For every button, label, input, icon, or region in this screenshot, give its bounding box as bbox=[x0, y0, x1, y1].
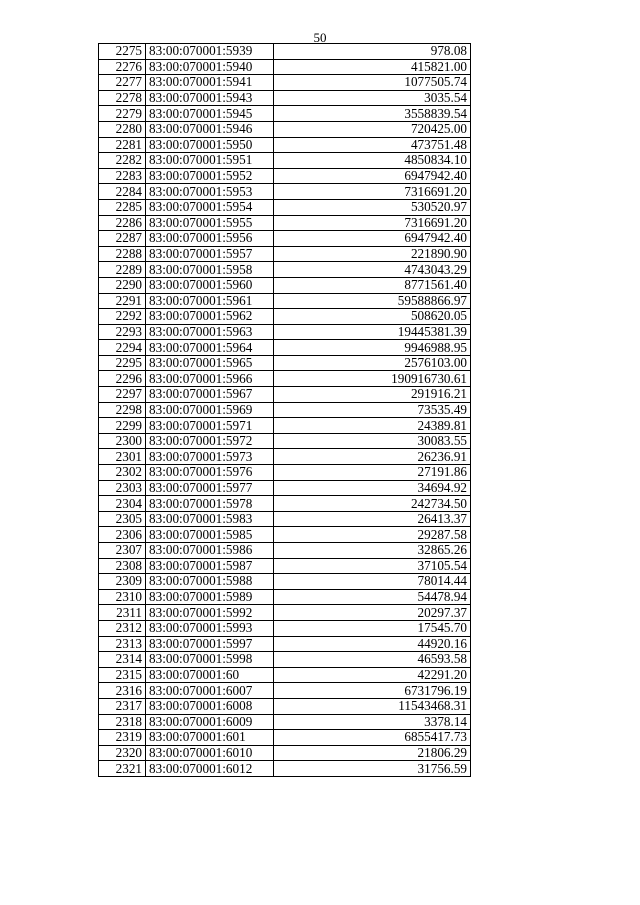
cadastral-number-cell: 83:00:070001:5986 bbox=[146, 543, 274, 559]
cadastral-number-cell: 83:00:070001:5961 bbox=[146, 293, 274, 309]
row-number-cell: 2320 bbox=[99, 745, 146, 761]
cadastral-value-cell: 37105.54 bbox=[274, 558, 471, 574]
table-row bbox=[99, 153, 471, 169]
row-number-cell: 2298 bbox=[99, 402, 146, 418]
cadastral-value-cell: 29287.58 bbox=[274, 527, 471, 543]
row-number-cell: 2316 bbox=[99, 683, 146, 699]
row-number-cell: 2289 bbox=[99, 262, 146, 278]
cadastral-number-cell: 83:00:070001:5971 bbox=[146, 418, 274, 434]
row-number-cell: 2281 bbox=[99, 137, 146, 153]
row-number-cell: 2296 bbox=[99, 371, 146, 387]
row-number-cell: 2278 bbox=[99, 90, 146, 106]
cadastral-value-cell: 720425.00 bbox=[274, 121, 471, 137]
cadastral-value-cell: 24389.81 bbox=[274, 418, 471, 434]
row-number-cell: 2280 bbox=[99, 121, 146, 137]
table-row bbox=[99, 449, 471, 465]
cadastral-value-cell: 3558839.54 bbox=[274, 106, 471, 122]
row-number-cell: 2288 bbox=[99, 246, 146, 262]
cadastral-number-cell: 83:00:070001:5988 bbox=[146, 574, 274, 590]
cadastral-number-cell: 83:00:070001:5997 bbox=[146, 636, 274, 652]
table-row bbox=[99, 605, 471, 621]
row-number-cell: 2290 bbox=[99, 277, 146, 293]
table-row bbox=[99, 418, 471, 434]
row-number-cell: 2317 bbox=[99, 698, 146, 714]
row-number-cell: 2307 bbox=[99, 543, 146, 559]
table-row bbox=[99, 761, 471, 777]
cadastral-number-cell: 83:00:070001:6010 bbox=[146, 745, 274, 761]
row-number-cell: 2277 bbox=[99, 75, 146, 91]
cadastral-value-cell: 78014.44 bbox=[274, 574, 471, 590]
cadastral-number-cell: 83:00:070001:5972 bbox=[146, 433, 274, 449]
cadastral-number-cell: 83:00:070001:5956 bbox=[146, 231, 274, 247]
cadastral-value-cell: 190916730.61 bbox=[274, 371, 471, 387]
row-number-cell: 2284 bbox=[99, 184, 146, 200]
cadastral-value-cell: 8771561.40 bbox=[274, 277, 471, 293]
cadastral-value-cell: 530520.97 bbox=[274, 199, 471, 215]
row-number-cell: 2304 bbox=[99, 496, 146, 512]
row-number-cell: 2285 bbox=[99, 199, 146, 215]
cadastral-number-cell: 83:00:070001:6009 bbox=[146, 714, 274, 730]
cadastral-value-cell: 44920.16 bbox=[274, 636, 471, 652]
cadastral-number-cell: 83:00:070001:5950 bbox=[146, 137, 274, 153]
row-number-cell: 2313 bbox=[99, 636, 146, 652]
row-number-cell: 2310 bbox=[99, 589, 146, 605]
cadastral-value-cell: 473751.48 bbox=[274, 137, 471, 153]
cadastral-number-cell: 83:00:070001:5939 bbox=[146, 44, 274, 60]
cadastral-number-cell: 83:00:070001:5989 bbox=[146, 589, 274, 605]
cadastral-number-cell: 83:00:070001:5983 bbox=[146, 511, 274, 527]
cadastral-number-cell: 83:00:070001:5952 bbox=[146, 168, 274, 184]
row-number-cell: 2279 bbox=[99, 106, 146, 122]
cadastral-number-cell: 83:00:070001:5945 bbox=[146, 106, 274, 122]
cadastral-value-cell: 19445381.39 bbox=[274, 324, 471, 340]
cadastral-value-cell: 3035.54 bbox=[274, 90, 471, 106]
cadastral-value-cell: 34694.92 bbox=[274, 480, 471, 496]
table-row bbox=[99, 387, 471, 403]
table-row bbox=[99, 745, 471, 761]
cadastral-number-cell: 83:00:070001:5992 bbox=[146, 605, 274, 621]
table-row bbox=[99, 527, 471, 543]
cadastral-value-cell: 6947942.40 bbox=[274, 168, 471, 184]
cadastral-number-cell: 83:00:070001:5985 bbox=[146, 527, 274, 543]
table-row bbox=[99, 262, 471, 278]
cadastral-value-cell: 7316691.20 bbox=[274, 215, 471, 231]
table-row bbox=[99, 402, 471, 418]
cadastral-value-cell: 4743043.29 bbox=[274, 262, 471, 278]
table-row bbox=[99, 558, 471, 574]
cadastral-number-cell: 83:00:070001:5960 bbox=[146, 277, 274, 293]
cadastral-value-cell: 31756.59 bbox=[274, 761, 471, 777]
cadastral-value-cell: 508620.05 bbox=[274, 309, 471, 325]
cadastral-number-cell: 83:00:070001:6007 bbox=[146, 683, 274, 699]
cadastral-number-cell: 83:00:070001:5987 bbox=[146, 558, 274, 574]
row-number-cell: 2286 bbox=[99, 215, 146, 231]
cadastral-value-cell: 6855417.73 bbox=[274, 730, 471, 746]
table-row bbox=[99, 730, 471, 746]
cadastral-value-cell: 42291.20 bbox=[274, 667, 471, 683]
table-row bbox=[99, 480, 471, 496]
row-number-cell: 2312 bbox=[99, 620, 146, 636]
cadastral-number-cell: 83:00:070001:5977 bbox=[146, 480, 274, 496]
cadastral-number-cell: 83:00:070001:5978 bbox=[146, 496, 274, 512]
table-row bbox=[99, 184, 471, 200]
row-number-cell: 2318 bbox=[99, 714, 146, 730]
cadastral-number-cell: 83:00:070001:5957 bbox=[146, 246, 274, 262]
page-number: 50 bbox=[313, 30, 327, 45]
table-row bbox=[99, 652, 471, 668]
cadastral-number-cell: 83:00:070001:5955 bbox=[146, 215, 274, 231]
table-row bbox=[99, 231, 471, 247]
table-row bbox=[99, 589, 471, 605]
cadastral-value-cell: 73535.49 bbox=[274, 402, 471, 418]
table-row bbox=[99, 636, 471, 652]
row-number-cell: 2294 bbox=[99, 340, 146, 356]
table-row bbox=[99, 355, 471, 371]
row-number-cell: 2293 bbox=[99, 324, 146, 340]
row-number-cell: 2311 bbox=[99, 605, 146, 621]
cadastral-value-table bbox=[98, 43, 471, 777]
table-row bbox=[99, 620, 471, 636]
table-row bbox=[99, 324, 471, 340]
cadastral-value-cell: 17545.70 bbox=[274, 620, 471, 636]
cadastral-value-cell: 26413.37 bbox=[274, 511, 471, 527]
cadastral-value-cell: 11543468.31 bbox=[274, 698, 471, 714]
cadastral-value-cell: 59588866.97 bbox=[274, 293, 471, 309]
table-row bbox=[99, 215, 471, 231]
table-row bbox=[99, 714, 471, 730]
cadastral-number-cell: 83:00:070001:6012 bbox=[146, 761, 274, 777]
cadastral-number-cell: 83:00:070001:5941 bbox=[146, 75, 274, 91]
row-number-cell: 2291 bbox=[99, 293, 146, 309]
table-row bbox=[99, 44, 471, 60]
cadastral-number-cell: 83:00:070001:5940 bbox=[146, 59, 274, 75]
cadastral-number-cell: 83:00:070001:5954 bbox=[146, 199, 274, 215]
cadastral-value-cell: 46593.58 bbox=[274, 652, 471, 668]
row-number-cell: 2299 bbox=[99, 418, 146, 434]
cadastral-value-cell: 27191.86 bbox=[274, 465, 471, 481]
cadastral-number-cell: 83:00:070001:601 bbox=[146, 730, 274, 746]
table-row bbox=[99, 90, 471, 106]
cadastral-number-cell: 83:00:070001:5965 bbox=[146, 355, 274, 371]
table-row bbox=[99, 277, 471, 293]
cadastral-value-cell: 21806.29 bbox=[274, 745, 471, 761]
table-row bbox=[99, 543, 471, 559]
row-number-cell: 2283 bbox=[99, 168, 146, 184]
cadastral-value-cell: 30083.55 bbox=[274, 433, 471, 449]
cadastral-value-cell: 6731796.19 bbox=[274, 683, 471, 699]
table-row bbox=[99, 340, 471, 356]
row-number-cell: 2306 bbox=[99, 527, 146, 543]
row-number-cell: 2287 bbox=[99, 231, 146, 247]
table-row bbox=[99, 574, 471, 590]
row-number-cell: 2282 bbox=[99, 153, 146, 169]
table-row bbox=[99, 199, 471, 215]
row-number-cell: 2315 bbox=[99, 667, 146, 683]
cadastral-value-cell: 26236.91 bbox=[274, 449, 471, 465]
table-row bbox=[99, 698, 471, 714]
table-row bbox=[99, 667, 471, 683]
table-row bbox=[99, 465, 471, 481]
cadastral-number-cell: 83:00:070001:5976 bbox=[146, 465, 274, 481]
cadastral-number-cell: 83:00:070001:60 bbox=[146, 667, 274, 683]
cadastral-value-cell: 221890.90 bbox=[274, 246, 471, 262]
cadastral-value-cell: 291916.21 bbox=[274, 387, 471, 403]
table-row bbox=[99, 121, 471, 137]
cadastral-number-cell: 83:00:070001:5946 bbox=[146, 121, 274, 137]
cadastral-value-cell: 32865.26 bbox=[274, 543, 471, 559]
cadastral-value-cell: 242734.50 bbox=[274, 496, 471, 512]
cadastral-value-cell: 9946988.95 bbox=[274, 340, 471, 356]
row-number-cell: 2309 bbox=[99, 574, 146, 590]
cadastral-value-cell: 1077505.74 bbox=[274, 75, 471, 91]
cadastral-value-cell: 4850834.10 bbox=[274, 153, 471, 169]
cadastral-number-cell: 83:00:070001:5963 bbox=[146, 324, 274, 340]
table-row bbox=[99, 683, 471, 699]
cadastral-value-cell: 3378.14 bbox=[274, 714, 471, 730]
cadastral-value-cell: 415821.00 bbox=[274, 59, 471, 75]
row-number-cell: 2319 bbox=[99, 730, 146, 746]
row-number-cell: 2300 bbox=[99, 433, 146, 449]
row-number-cell: 2297 bbox=[99, 387, 146, 403]
row-number-cell: 2275 bbox=[99, 44, 146, 60]
cadastral-number-cell: 83:00:070001:5993 bbox=[146, 620, 274, 636]
row-number-cell: 2302 bbox=[99, 465, 146, 481]
cadastral-number-cell: 83:00:070001:5962 bbox=[146, 309, 274, 325]
cadastral-number-cell: 83:00:070001:5943 bbox=[146, 90, 274, 106]
cadastral-number-cell: 83:00:070001:5953 bbox=[146, 184, 274, 200]
table-row bbox=[99, 246, 471, 262]
table-row bbox=[99, 496, 471, 512]
row-number-cell: 2314 bbox=[99, 652, 146, 668]
table-row bbox=[99, 75, 471, 91]
cadastral-value-cell: 2576103.00 bbox=[274, 355, 471, 371]
cadastral-number-cell: 83:00:070001:5958 bbox=[146, 262, 274, 278]
table-row bbox=[99, 168, 471, 184]
cadastral-number-cell: 83:00:070001:5966 bbox=[146, 371, 274, 387]
cadastral-value-cell: 6947942.40 bbox=[274, 231, 471, 247]
cadastral-number-cell: 83:00:070001:5951 bbox=[146, 153, 274, 169]
cadastral-number-cell: 83:00:070001:5967 bbox=[146, 387, 274, 403]
cadastral-number-cell: 83:00:070001:5969 bbox=[146, 402, 274, 418]
table-row bbox=[99, 371, 471, 387]
cadastral-number-cell: 83:00:070001:5964 bbox=[146, 340, 274, 356]
cadastral-number-cell: 83:00:070001:5998 bbox=[146, 652, 274, 668]
cadastral-value-cell: 20297.37 bbox=[274, 605, 471, 621]
cadastral-value-cell: 978.08 bbox=[274, 44, 471, 60]
table-row bbox=[99, 433, 471, 449]
table-row bbox=[99, 293, 471, 309]
table-row bbox=[99, 137, 471, 153]
row-number-cell: 2276 bbox=[99, 59, 146, 75]
row-number-cell: 2308 bbox=[99, 558, 146, 574]
table-row bbox=[99, 59, 471, 75]
row-number-cell: 2301 bbox=[99, 449, 146, 465]
row-number-cell: 2321 bbox=[99, 761, 146, 777]
cadastral-value-cell: 7316691.20 bbox=[274, 184, 471, 200]
row-number-cell: 2295 bbox=[99, 355, 146, 371]
table-row bbox=[99, 106, 471, 122]
row-number-cell: 2305 bbox=[99, 511, 146, 527]
row-number-cell: 2292 bbox=[99, 309, 146, 325]
cadastral-number-cell: 83:00:070001:5973 bbox=[146, 449, 274, 465]
table-body bbox=[99, 44, 471, 777]
cadastral-number-cell: 83:00:070001:6008 bbox=[146, 698, 274, 714]
table-row bbox=[99, 309, 471, 325]
row-number-cell: 2303 bbox=[99, 480, 146, 496]
cadastral-value-cell: 54478.94 bbox=[274, 589, 471, 605]
table-row bbox=[99, 511, 471, 527]
